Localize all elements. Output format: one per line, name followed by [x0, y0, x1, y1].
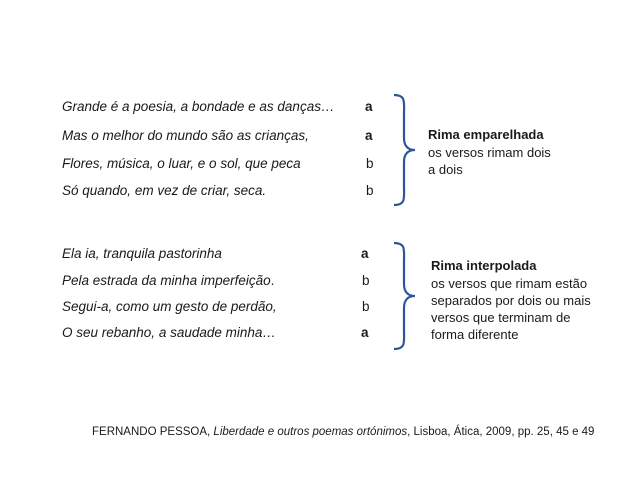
rhyme-mark-2-2: b	[362, 273, 370, 288]
verse-1-4: Só quando, em vez de criar, seca.	[62, 183, 267, 198]
verse-1-3: Flores, música, o luar, e o sol, que peca	[62, 156, 301, 171]
verse-2-4: O seu rebanho, a saudade minha…	[62, 325, 276, 340]
citation-work: Liberdade e outros poemas ortónimos	[213, 426, 408, 438]
rhyme-type-desc-2-line-2: separados por dois ou mais	[431, 293, 591, 308]
verse-1-2: Mas o melhor do mundo são as crianças,	[62, 128, 309, 143]
citation	[92, 425, 594, 439]
rhyme-mark-2-1: a	[361, 246, 369, 261]
rhyme-mark-1-4: b	[366, 183, 374, 198]
verse-2-1: Ela ia, tranquila pastorinha	[62, 246, 222, 261]
rhyme-mark-1-1: a	[365, 99, 373, 114]
rhyme-mark-2-3: b	[362, 299, 370, 314]
rhyme-type-title-1: Rima emparelhada	[428, 127, 544, 142]
citation-details: , Lisboa, Ática, 2009, pp. 25, 45 e 49	[407, 426, 595, 438]
rhyme-mark-1-2: a	[365, 128, 373, 143]
verse-2-2: Pela estrada da minha imperfeição.	[62, 273, 275, 288]
verse-2-3: Segui-a, como um gesto de perdão,	[62, 299, 277, 314]
rhyme-type-title-2: Rima interpolada	[431, 258, 537, 273]
citation-author: FERNANDO PESSOA,	[92, 426, 214, 438]
rhyme-type-desc-1-line-2: a dois	[428, 162, 463, 177]
rhyme-mark-2-4: a	[361, 325, 369, 340]
rhyme-type-desc-2-line-1: os versos que rimam estão	[431, 276, 588, 291]
rhyme-type-desc-1-line-1: os versos rimam dois	[428, 145, 551, 160]
rhyme-type-desc-2-line-3: versos que terminam de	[431, 310, 571, 325]
rhyme-mark-1-3: b	[366, 156, 374, 171]
rhyme-type-desc-2-line-4: forma diferente	[431, 327, 519, 342]
curly-brace-icon	[392, 240, 418, 352]
curly-brace-icon	[392, 92, 418, 208]
verse-1-1: Grande é a poesia, a bondade e as danças…	[62, 99, 335, 114]
